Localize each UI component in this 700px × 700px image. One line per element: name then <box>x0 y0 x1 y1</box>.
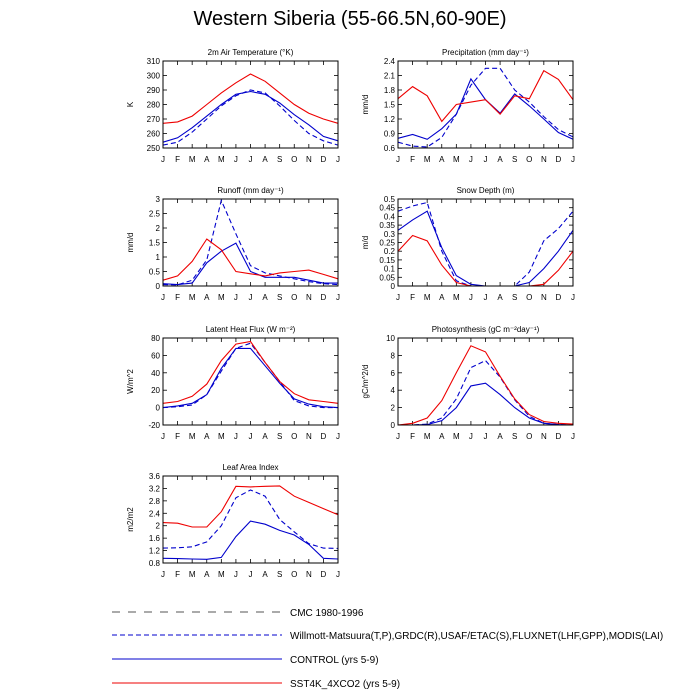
x-tick-label: J <box>161 155 165 164</box>
x-tick-label: J <box>233 293 238 302</box>
x-tick-label: J <box>161 570 165 579</box>
y-tick-label: 0 <box>155 403 160 413</box>
x-tick-label: A <box>262 432 268 441</box>
x-tick-label: D <box>555 155 562 164</box>
series-line-sst4k <box>398 346 573 425</box>
legend-label-obs: Willmott-Matsuura(T,P),GRDC(R),USAF/ETAC(S),FLUXNET(LHF,GPP),MODIS(LAI) <box>290 631 664 642</box>
x-tick-label: S <box>511 293 518 302</box>
chart-title: Runoff (mm day⁻¹) <box>217 186 284 195</box>
chart-panel-6 <box>361 325 575 441</box>
legend-label-cmc: CMC 1980-1996 <box>290 608 364 619</box>
y-axis-label: m2/m2 <box>126 507 135 532</box>
x-tick-label: M <box>217 432 225 441</box>
x-tick-label: S <box>511 155 518 164</box>
series-line-sst4k <box>398 236 573 287</box>
chart-title: Latent Heat Flux (W m⁻²) <box>205 325 296 334</box>
plot-frame <box>163 338 338 425</box>
x-tick-label: F <box>175 155 181 164</box>
plot-frame <box>398 199 573 286</box>
series-line-control <box>163 348 338 407</box>
x-tick-label: J <box>161 293 165 302</box>
y-tick-label: 1.6 <box>148 534 160 544</box>
x-tick-label: A <box>204 155 210 164</box>
y-tick-label: 0.5 <box>383 195 395 204</box>
x-tick-label: A <box>497 432 503 441</box>
x-tick-label: J <box>396 432 400 441</box>
y-tick-label: 2 <box>155 521 160 531</box>
x-tick-label: J <box>483 432 488 441</box>
x-tick-label: J <box>336 432 340 441</box>
x-tick-label: M <box>423 155 431 164</box>
x-tick-label: O <box>291 570 298 579</box>
x-tick-label: A <box>262 293 268 302</box>
x-tick-label: M <box>188 570 196 579</box>
x-tick-label: D <box>320 570 327 579</box>
legend-label-sst4k: SST4K_4XCO2 (yrs 5-9) <box>290 679 401 690</box>
y-tick-label: 40 <box>151 368 160 378</box>
y-tick-label: 2 <box>155 224 160 233</box>
y-tick-label: 2.4 <box>383 57 395 66</box>
chart-title: Leaf Area Index <box>222 463 279 472</box>
x-tick-label: M <box>452 155 460 164</box>
chart-title: Snow Depth (m) <box>456 186 515 195</box>
x-tick-label: J <box>233 155 238 164</box>
y-tick-label: 0 <box>155 282 160 291</box>
x-tick-label: J <box>396 293 400 302</box>
x-tick-label: J <box>483 293 488 302</box>
y-tick-label: 0.1 <box>383 264 395 274</box>
x-tick-label: M <box>188 293 196 302</box>
plot-frame <box>163 199 338 286</box>
y-tick-label: 0.8 <box>148 559 160 568</box>
x-tick-label: F <box>410 432 416 441</box>
x-tick-label: J <box>336 293 340 302</box>
chart-panel-4 <box>361 186 575 302</box>
series-line-obs <box>398 203 573 287</box>
x-tick-label: N <box>540 155 547 164</box>
y-axis-label: K <box>126 101 135 108</box>
y-tick-label: 3 <box>155 195 160 204</box>
y-axis-label: gC/m^2/d <box>361 364 370 399</box>
chart-panel-5 <box>126 325 340 441</box>
x-tick-label: M <box>423 432 431 441</box>
x-tick-label: N <box>305 155 312 164</box>
x-tick-label: S <box>276 155 283 164</box>
chart-title: Photosynthesis (gC m⁻²day⁻¹) <box>431 325 540 334</box>
y-tick-label: 2 <box>390 403 395 413</box>
legend-lines <box>112 608 663 690</box>
chart-panel-1 <box>126 48 340 164</box>
page-title: Western Siberia (55-66.5N,60-90E) <box>193 8 507 30</box>
series-line-obs <box>163 343 338 407</box>
y-tick-label: 300 <box>146 71 160 81</box>
y-tick-label: 10 <box>386 334 395 343</box>
y-tick-label: 0.45 <box>379 203 395 213</box>
y-tick-label: 2.1 <box>383 71 395 81</box>
x-tick-label: J <box>571 432 575 441</box>
y-tick-label: 1 <box>155 253 160 262</box>
y-tick-label: 0 <box>390 421 395 430</box>
x-tick-label: N <box>305 293 312 302</box>
x-tick-label: A <box>497 293 503 302</box>
series-line-sst4k <box>163 342 338 404</box>
chart-panel-2 <box>361 48 575 164</box>
y-tick-label: 280 <box>146 100 160 110</box>
x-tick-label: O <box>291 293 298 302</box>
x-tick-label: J <box>233 432 238 441</box>
series-line-sst4k <box>163 74 338 123</box>
plot-frame <box>398 61 573 148</box>
x-tick-label: D <box>555 293 562 302</box>
y-tick-label: 0.25 <box>379 238 395 248</box>
y-tick-label: 2.8 <box>148 496 160 506</box>
x-tick-label: J <box>336 155 340 164</box>
x-tick-label: F <box>175 570 181 579</box>
x-tick-label: O <box>526 432 533 441</box>
x-tick-label: A <box>439 432 445 441</box>
y-tick-label: 0.4 <box>383 212 395 222</box>
x-tick-label: D <box>320 293 327 302</box>
y-tick-label: 270 <box>146 115 160 124</box>
x-tick-label: J <box>571 293 575 302</box>
y-tick-label: 0.05 <box>379 273 395 283</box>
y-tick-label: 8 <box>390 351 395 361</box>
series-line-control <box>163 521 338 559</box>
y-tick-label: 290 <box>146 86 160 95</box>
y-tick-label: 0 <box>390 282 395 291</box>
x-tick-label: S <box>511 432 518 441</box>
x-tick-label: J <box>248 432 253 441</box>
x-tick-label: F <box>175 432 181 441</box>
series-line-obs <box>163 200 338 284</box>
x-tick-label: J <box>336 570 340 579</box>
x-tick-label: M <box>217 293 225 302</box>
y-tick-label: 250 <box>146 144 160 153</box>
x-tick-label: N <box>305 432 312 441</box>
x-tick-label: M <box>217 155 225 164</box>
y-tick-label: -20 <box>148 421 160 430</box>
x-tick-label: A <box>439 155 445 164</box>
y-tick-label: 1.2 <box>148 546 160 556</box>
chart-panel-7 <box>126 463 340 579</box>
y-axis-label: mm/d <box>126 232 135 253</box>
x-tick-label: A <box>204 432 210 441</box>
x-tick-label: S <box>276 570 283 579</box>
y-tick-label: 80 <box>151 334 160 343</box>
x-tick-label: N <box>305 570 312 579</box>
series-line-obs <box>163 490 338 548</box>
x-tick-label: S <box>276 432 283 441</box>
x-tick-label: J <box>248 293 253 302</box>
y-tick-label: 3.2 <box>148 484 160 494</box>
y-tick-label: 0.9 <box>383 129 395 139</box>
x-tick-label: S <box>276 293 283 302</box>
y-tick-label: 20 <box>151 386 160 396</box>
y-tick-label: 6 <box>390 368 395 378</box>
x-tick-label: J <box>468 155 473 164</box>
y-tick-label: 1.5 <box>148 238 160 248</box>
x-tick-label: M <box>423 293 431 302</box>
x-tick-label: M <box>188 155 196 164</box>
y-tick-label: 0.3 <box>383 229 395 239</box>
x-tick-label: O <box>291 155 298 164</box>
plot-frame <box>163 476 338 563</box>
y-tick-label: 1.5 <box>383 100 395 110</box>
x-tick-label: J <box>233 570 238 579</box>
y-tick-label: 4 <box>390 386 395 396</box>
x-tick-label: F <box>175 293 181 302</box>
x-tick-label: A <box>204 293 210 302</box>
x-tick-label: A <box>439 293 445 302</box>
y-tick-label: 0.2 <box>383 247 395 257</box>
y-tick-label: 0.5 <box>148 267 160 277</box>
y-tick-label: 0.15 <box>379 255 395 265</box>
chart-panel-3 <box>126 186 340 302</box>
x-tick-label: A <box>497 155 503 164</box>
y-tick-label: 0.6 <box>383 144 395 153</box>
x-tick-label: A <box>204 570 210 579</box>
series-line-control <box>398 211 573 286</box>
x-tick-label: J <box>248 570 253 579</box>
x-tick-label: M <box>452 293 460 302</box>
x-tick-label: D <box>555 432 562 441</box>
y-tick-label: 310 <box>146 57 160 66</box>
series-line-obs <box>398 361 573 425</box>
series-line-obs <box>398 68 573 147</box>
plot-frame <box>398 338 573 425</box>
series-line-sst4k <box>163 239 338 280</box>
y-tick-label: 2.4 <box>148 509 160 519</box>
chart-title: 2m Air Temperature (°K) <box>207 48 294 57</box>
x-tick-label: M <box>188 432 196 441</box>
x-tick-label: J <box>468 432 473 441</box>
x-tick-label: M <box>452 432 460 441</box>
y-tick-label: 2.5 <box>148 209 160 219</box>
x-tick-label: F <box>410 293 416 302</box>
y-tick-label: 0.35 <box>379 221 395 231</box>
series-line-sst4k <box>398 71 573 122</box>
y-axis-label: m/d <box>361 235 370 250</box>
y-axis-label: mm/d <box>361 94 370 115</box>
x-tick-label: D <box>320 155 327 164</box>
x-tick-label: D <box>320 432 327 441</box>
y-tick-label: 1.8 <box>383 86 395 95</box>
x-tick-label: N <box>540 293 547 302</box>
x-tick-label: O <box>526 155 533 164</box>
x-tick-label: J <box>483 155 488 164</box>
y-tick-label: 3.6 <box>148 472 160 481</box>
legend-label-control: CONTROL (yrs 5-9) <box>290 655 379 666</box>
y-tick-label: 60 <box>151 351 160 361</box>
x-tick-label: N <box>540 432 547 441</box>
x-tick-label: M <box>217 570 225 579</box>
x-tick-label: J <box>248 155 253 164</box>
x-tick-label: J <box>571 155 575 164</box>
x-tick-label: J <box>396 155 400 164</box>
x-tick-label: O <box>526 293 533 302</box>
x-tick-label: A <box>262 570 268 579</box>
y-axis-label: W/m^2 <box>126 369 135 394</box>
y-tick-label: 260 <box>146 129 160 139</box>
x-tick-label: A <box>262 155 268 164</box>
x-tick-label: J <box>161 432 165 441</box>
x-tick-label: J <box>468 293 473 302</box>
y-tick-label: 1.2 <box>383 115 395 124</box>
x-tick-label: O <box>291 432 298 441</box>
chart-title: Precipitation (mm day⁻¹) <box>442 48 529 57</box>
series-line-control <box>398 79 573 139</box>
x-tick-label: F <box>410 155 416 164</box>
